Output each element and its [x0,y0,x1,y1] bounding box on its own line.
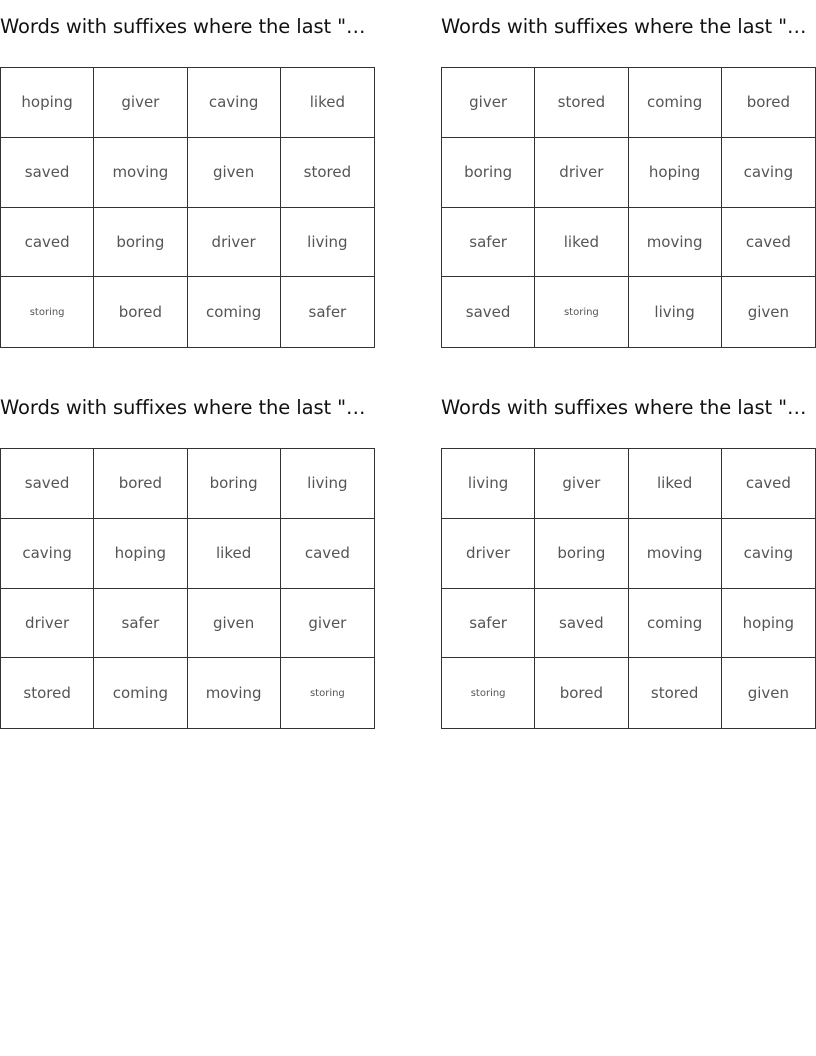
bingo-card-1 [0,12,375,322]
word-cell: bored [94,277,187,347]
word-cell: liked [629,449,722,519]
word-cell: storing [309,687,345,699]
card-title: Words with suffixes where the last "… [0,15,366,38]
word-cell: living [442,449,535,519]
word-cell: boring [94,208,187,278]
word-cell: giver [94,68,187,138]
word-cell: bored [722,68,815,138]
word-cell: living [281,449,374,519]
word-cell: caving [722,138,815,208]
word-cell: caved [1,208,94,278]
word-cell: saved [535,589,628,659]
word-cell: saved [1,138,94,208]
word-cell: given [188,589,281,659]
word-cell: liked [188,519,281,589]
word-cell: storing [1,277,94,347]
word-cell: moving [629,519,722,589]
word-cell: coming [629,68,722,138]
word-cell: caving [722,519,815,589]
word-cell: given [747,684,790,703]
word-cell: living [281,208,374,278]
word-cell: driver [442,519,535,589]
word-cell: bored [535,658,628,728]
word-cell: caved [281,519,374,589]
card-title: Words with suffixes where the last "… [441,396,807,419]
word-cell: giver [281,589,374,659]
word-cell: stored [535,68,628,138]
word-cell: moving [188,658,281,728]
bingo-card-2 [441,12,816,322]
word-cell: saved [442,277,535,347]
word-cell: storing [535,277,628,347]
word-cell: safer [308,303,347,322]
word-cell: safer [442,589,535,659]
word-cell: safer [442,208,535,278]
word-cell: boring [188,449,281,519]
word-cell: saved [1,449,94,519]
word-grid [0,448,375,729]
word-cell: stored [281,138,374,208]
word-cell: given [188,138,281,208]
word-cell: liked [281,68,374,138]
word-cell: hoping [722,589,815,659]
word-cell: safer [94,589,187,659]
word-cell: driver [535,138,628,208]
word-cell: hoping [94,519,187,589]
word-cell: caving [1,519,94,589]
word-cell: giver [442,68,535,138]
card-title: Words with suffixes where the last "… [441,15,807,38]
word-grid [0,67,375,348]
word-cell: stored [1,658,94,728]
word-cell: caved [722,208,815,278]
word-cell: moving [629,208,722,278]
word-cell: moving [94,138,187,208]
word-cell: coming [188,277,281,347]
word-cell: hoping [629,138,722,208]
word-cell: boring [442,138,535,208]
word-grid [441,67,816,348]
word-cell: driver [1,589,94,659]
word-cell: coming [629,589,722,659]
word-cell: given [747,303,790,322]
bingo-card-4 [441,393,816,703]
word-cell: coming [94,658,187,728]
word-cell: stored [629,658,722,728]
word-cell: liked [535,208,628,278]
word-cell: storing [442,658,535,728]
word-cell: driver [188,208,281,278]
word-cell: living [629,277,722,347]
card-title: Words with suffixes where the last "… [0,396,366,419]
word-cell: caved [722,449,815,519]
word-cell: hoping [1,68,94,138]
bingo-card-3 [0,393,375,703]
word-cell: boring [535,519,628,589]
word-grid [441,448,816,729]
word-cell: caving [188,68,281,138]
word-cell: bored [94,449,187,519]
word-cell: giver [535,449,628,519]
